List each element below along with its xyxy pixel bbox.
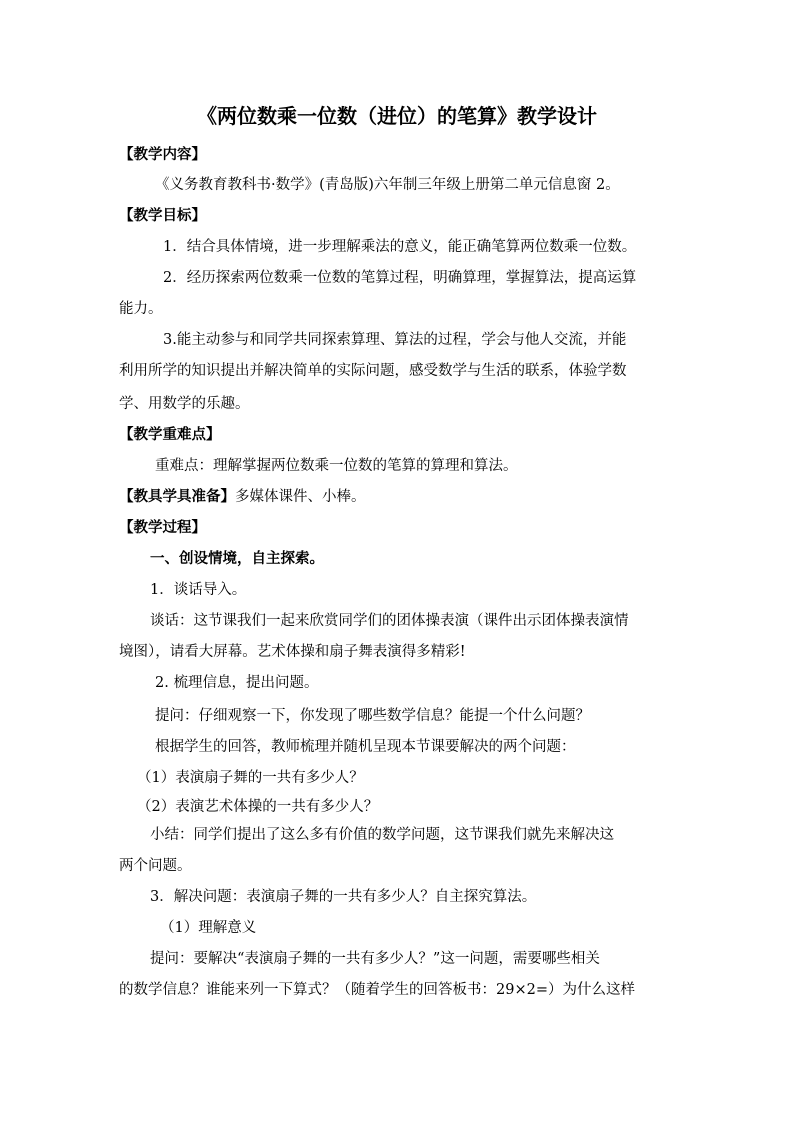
document-title: 《两位数乘一位数（进位）的笔算》教学设计 bbox=[197, 104, 597, 128]
goal-3-line-3: 学、用数学的乐趣。 bbox=[119, 396, 250, 412]
goal-3-line-1: 3.能主动参与和同学共同探索算理、算法的过程，学会与他人交流，并能 bbox=[163, 332, 627, 348]
goal-2-line-2: 能力。 bbox=[119, 301, 163, 317]
step-3: 3．解决问题：表演扇子舞的一共有多少人？自主探究算法。 bbox=[150, 889, 537, 905]
content-heading: 【教学内容】 bbox=[119, 146, 206, 163]
summary-line-2: 两个问题。 bbox=[119, 858, 192, 874]
ask-3-line-1: 提问：要解决“表演扇子舞的一共有多少人？”这一问题，需要哪些相关 bbox=[150, 951, 600, 967]
talk-line-2: 境图），请看大屏幕。艺术体操和扇子舞表演得多精彩! bbox=[119, 644, 466, 660]
prep-heading: 【教具学具准备】 bbox=[119, 488, 235, 505]
question-1: （1）表演扇子舞的一共有多少人？ bbox=[137, 770, 364, 786]
step-2: 2. 梳理信息，提出问题。 bbox=[155, 675, 319, 691]
ask-1: 提问：仔细观察一下，你发现了哪些数学信息？能提一个什么问题？ bbox=[155, 708, 590, 724]
summary-line-1: 小结：同学们提出了这么多有价值的数学问题，这节课我们就先来解决这 bbox=[150, 827, 614, 843]
keypoints-heading: 【教学重难点】 bbox=[119, 426, 221, 443]
sub-1: （1）理解意义 bbox=[160, 920, 257, 936]
goal-1: 1．结合具体情境，进一步理解乘法的意义，能正确笔算两位数乘一位数。 bbox=[163, 239, 637, 255]
ask-2: 根据学生的回答，教师梳理并随机呈现本节课要解决的两个问题： bbox=[155, 739, 576, 755]
talk-line-1: 谈话：这节课我们一起来欣赏同学们的团体操表演（课件出示团体操表演情 bbox=[150, 613, 629, 629]
keypoints-text: 重难点：理解掌握两位数乘一位数的笔算的算理和算法。 bbox=[155, 458, 518, 474]
goal-3-line-2: 利用所学的知识提出并解决简单的实际问题，感受数学与生活的联系，体验学数 bbox=[119, 363, 627, 379]
goals-heading: 【教学目标】 bbox=[119, 207, 206, 224]
prep-text: 多媒体课件、小棒。 bbox=[235, 489, 366, 505]
step-1: 1．谈话导入。 bbox=[150, 582, 247, 598]
prep-line bbox=[119, 486, 366, 508]
ask-3-line-2: 的数学信息？谁能来列一下算式？（随着学生的回答板书：29×2=）为什么这样 bbox=[119, 982, 635, 998]
step-one-heading: 一、创设情境，自主探索。 bbox=[150, 550, 324, 567]
process-heading: 【教学过程】 bbox=[119, 519, 206, 536]
goal-2-line-1: 2．经历探索两位数乘一位数的笔算过程，明确算理，掌握算法，提高运算 bbox=[163, 270, 637, 286]
question-2: （2）表演艺术体操的一共有多少人？ bbox=[137, 799, 379, 815]
content-text: 《义务教育教科书·数学》(青岛版)六年制三年级上册第二单元信息窗 2。 bbox=[155, 177, 620, 193]
